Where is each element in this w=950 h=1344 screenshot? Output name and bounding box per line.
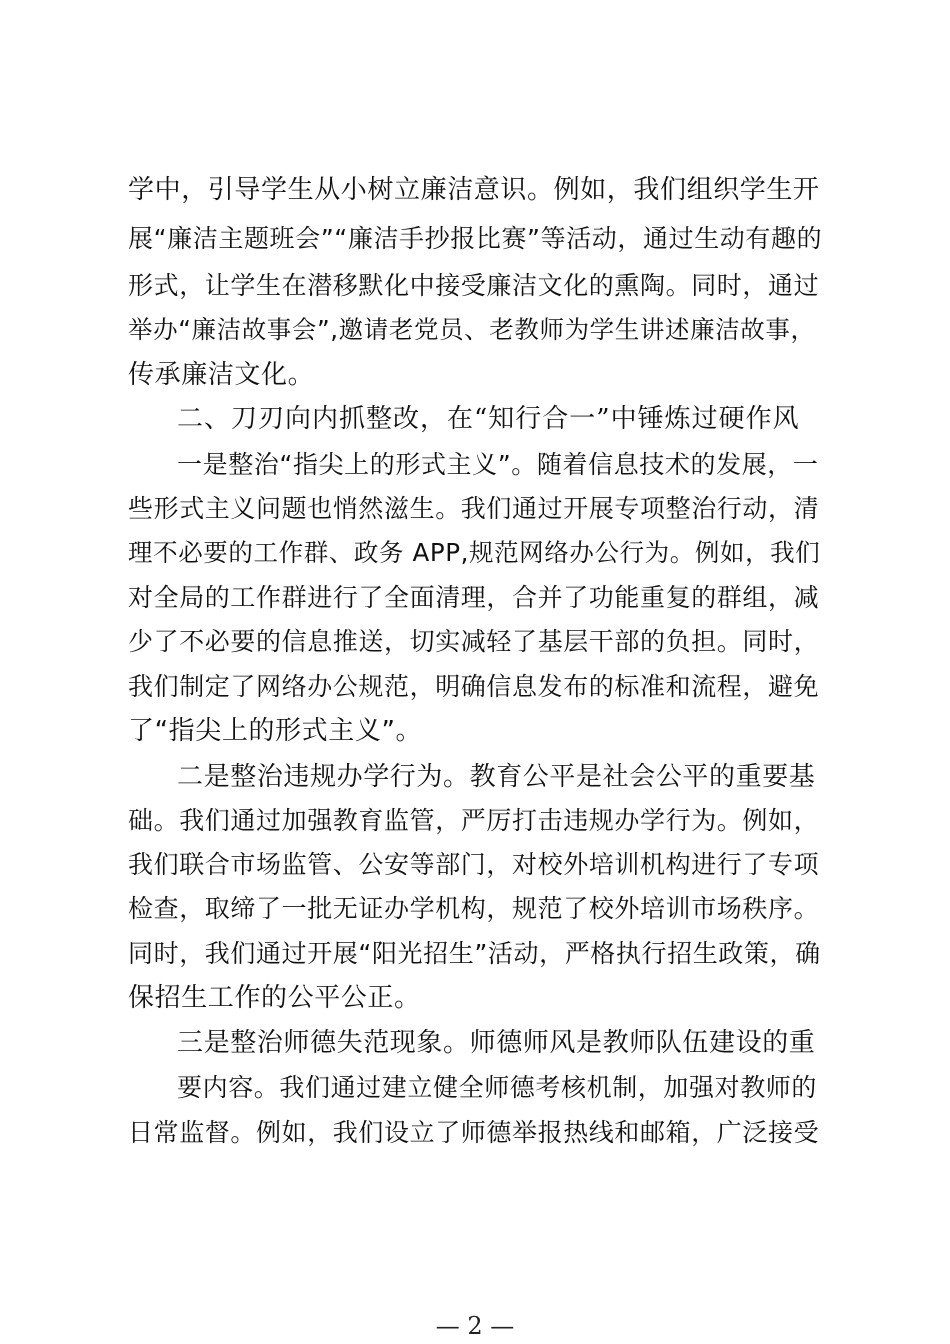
body-text-line: 我们联合市场监管、公安等部门，对校外培训机构进行了专项 (128, 850, 820, 879)
body-text-line: 展“廉洁主题班会”“廉洁手抄报比赛”等活动，通过生动有趣的 (128, 224, 823, 253)
body-text-line: 学中，引导学生从小树立廉洁意识。例如，我们组织学生开 (128, 175, 820, 205)
section-heading: 二、刀刃向内抓整改，在“知行合一”中锤炼过硬作风 (177, 404, 800, 434)
body-text-line: 要内容。我们通过建立健全师德考核机制，加强对教师的 (177, 1073, 818, 1102)
page-number: — 2 — (435, 1312, 515, 1340)
body-text-line: 二是整治违规办学行为。教育公平是社会公平的重要基 (177, 762, 816, 792)
body-text-line: 一是整治“指尖上的形式主义”。随着信息技术的发展，一 (177, 450, 819, 479)
body-text-line: 传承廉洁文化。 (128, 360, 315, 390)
body-text-line: 少了不必要的信息推送，切实减轻了基层干部的负担。同时， (128, 627, 820, 656)
body-text-line: 形式，让学生在潜移默化中接受廉洁文化的熏陶。同时，通过 (128, 271, 820, 300)
body-text-line: 理不必要的工作群、政务 APP,规范网络办公行为。例如，我们 (128, 538, 821, 567)
body-text-line: 日常监督。例如，我们设立了师德举报热线和邮箱，广泛接受 (128, 1118, 820, 1147)
body-text-line: 对全局的工作群进行了全面清理，合并了功能重复的群组，减 (128, 583, 820, 612)
body-text-line: 了“指尖上的形式主义”。 (128, 716, 423, 746)
body-text-line: 三是整治师德失范现象。师德师风是教师队伍建设的重 (177, 1028, 816, 1058)
body-text-line: 我们制定了网络办公规范，明确信息发布的标准和流程，避免 (128, 672, 820, 701)
body-text-line: 举办“廉洁故事会”,邀请老党员、老教师为学生讲述廉洁故事， (128, 315, 816, 344)
body-text-line: 础。我们通过加强教育监管，严厉打击违规办学行为。例如， (128, 806, 820, 835)
body-text-line: 同时，我们通过开展“阳光招生”活动，严格执行招生政策，确 (128, 939, 821, 968)
body-text-line: 些形式主义问题也悄然滋生。我们通过开展专项整治行动，清 (128, 494, 820, 523)
body-text-line: 保招生工作的公平公正。 (128, 983, 421, 1013)
body-text-line: 检查，取缔了一批无证办学机构，规范了校外培训市场秩序。 (128, 894, 820, 923)
